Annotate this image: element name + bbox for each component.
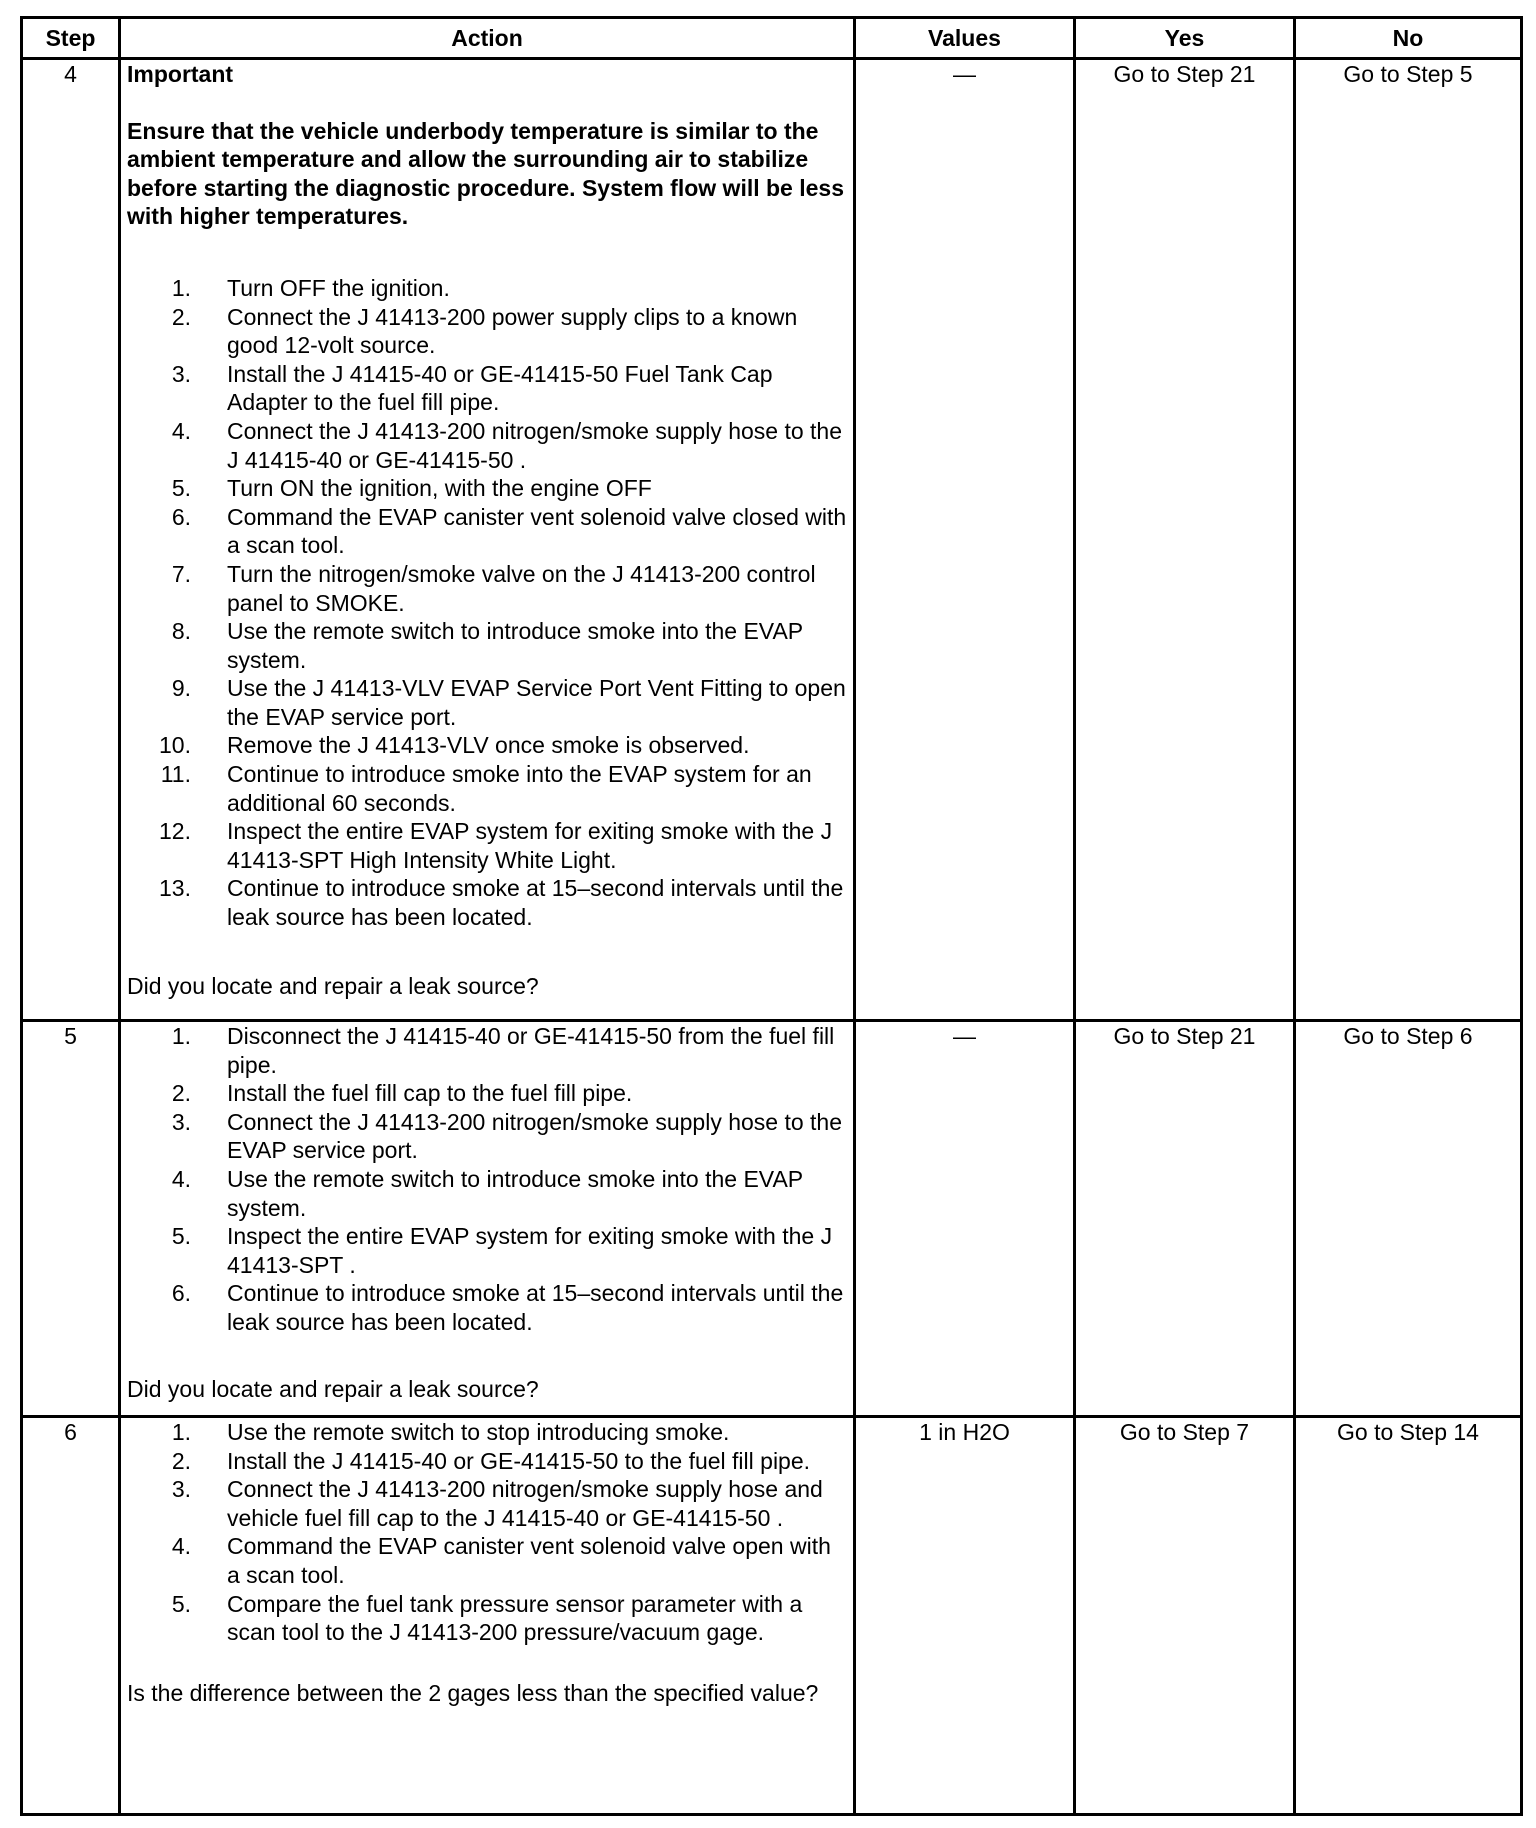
list-item-number: 6. — [171, 503, 191, 530]
list-item — [127, 1590, 847, 1647]
list-item-number: 11. — [160, 761, 191, 788]
list-item-number: 7. — [171, 560, 191, 587]
list-item — [127, 1108, 847, 1165]
question-text: Did you locate and repair a leak source? — [127, 972, 539, 999]
list-item-number: 1. — [171, 274, 191, 301]
list-item-text: Use the J 41413-VLV EVAP Service Port Vent Fitting to open the EVAP service port. — [227, 675, 846, 730]
list-item-text: Disconnect the J 41415-40 or GE-41415-50 from the fuel fill pipe. — [227, 1023, 835, 1078]
question-text: Is the difference between the 2 gages less than the specified value? — [127, 1679, 819, 1706]
list-item-text: Turn ON the ignition, with the engine OFF — [227, 475, 652, 502]
list-item-text: Inspect the entire EVAP system for exiting smoke with the J 41413-SPT . — [227, 1223, 833, 1278]
list-item — [127, 560, 847, 617]
list-item — [127, 874, 847, 931]
list-item-text: Install the fuel fill cap to the fuel fill pipe. — [227, 1080, 633, 1107]
list-item-number: 5. — [171, 1590, 191, 1617]
list-item-text: Connect the J 41413-200 nitrogen/smoke supply hose to the J 41415-40 or GE-41415-50 . — [227, 417, 843, 473]
list-item-text: Continue to introduce smoke into the EVAP system for an additional 60 seconds. — [227, 761, 812, 816]
diagnostic-table — [20, 16, 1523, 1816]
list-item-number: 1. — [171, 1419, 191, 1445]
list-item-text: Use the remote switch to introduce smoke into the EVAP system. — [227, 618, 803, 673]
step-list — [127, 1418, 847, 1647]
list-item-number: 3. — [171, 1108, 191, 1135]
list-item-number: 2. — [171, 303, 191, 330]
list-item — [127, 1022, 847, 1079]
list-item-number: 12. — [159, 818, 191, 845]
list-item-number: 10. — [159, 732, 191, 759]
list-item — [127, 1475, 847, 1532]
list-item — [127, 1165, 847, 1222]
list-item-number: 13. — [159, 875, 191, 902]
list-item-text: Turn the nitrogen/smoke valve on the J 41413-200 control panel to SMOKE. — [227, 560, 816, 616]
list-item-text: Compare the fuel tank pressure sensor parameter with a scan tool to the J 41413-200 pressure/vacuum gage. — [227, 1590, 803, 1646]
list-item-text: Use the remote switch to introduce smoke into the EVAP system. — [227, 1165, 803, 1221]
list-item-number: 4. — [171, 1533, 191, 1560]
list-item-text: Turn OFF the ignition. — [227, 274, 450, 301]
important-text: Ensure that the vehicle underbody temperature is similar to the ambient temperature and allow the surrounding air to stabilize before starting the diagnostic procedure. System flow will be less with higher temperatures. — [127, 117, 844, 230]
no-result: Go to Step 6 — [1295, 1021, 1522, 1417]
list-item-number: 2. — [171, 1447, 191, 1474]
header-step: Step — [22, 18, 120, 59]
step-number: 5 — [22, 1021, 120, 1417]
header-action: Action — [120, 18, 855, 59]
list-item-number: 5. — [171, 1223, 191, 1250]
list-item-text: Remove the J 41413-VLV once smoke is observed. — [227, 732, 750, 759]
list-item — [127, 417, 847, 474]
table-row — [22, 59, 1522, 1021]
value-cell: — — [855, 59, 1075, 1021]
list-item — [127, 760, 847, 817]
list-item-number: 1. — [171, 1023, 191, 1049]
step-list — [127, 274, 847, 932]
header-values: Values — [855, 18, 1075, 59]
list-item — [127, 303, 847, 360]
list-item — [127, 360, 847, 417]
list-item-text: Continue to introduce smoke at 15–second intervals until the leak source has been located. — [227, 1280, 844, 1335]
list-item-text: Install the J 41415-40 or GE-41415-50 to the fuel fill pipe. — [227, 1447, 811, 1474]
list-item-text: Inspect the entire EVAP system for exiting smoke with the J 41413-SPT High Intensity White Light. — [227, 818, 833, 873]
list-item — [127, 1532, 847, 1589]
header-no: No — [1295, 18, 1522, 59]
action-cell — [120, 1021, 855, 1417]
question-text: Did you locate and repair a leak source? — [127, 1375, 539, 1402]
yes-result: Go to Step 21 — [1075, 59, 1295, 1021]
value-cell: 1 in H2O — [855, 1417, 1075, 1815]
list-item-text: Continue to introduce smoke at 15–second intervals until the leak source has been located. — [227, 875, 844, 931]
list-item-number: 6. — [171, 1280, 191, 1307]
list-item-text: Command the EVAP canister vent solenoid valve closed with a scan tool. — [227, 503, 847, 559]
list-item-number: 2. — [171, 1080, 191, 1107]
value-cell: — — [855, 1021, 1075, 1417]
yes-result: Go to Step 7 — [1075, 1417, 1295, 1815]
list-item — [127, 474, 847, 503]
list-item-number: 3. — [171, 1476, 191, 1503]
list-item-text: Install the J 41415-40 or GE-41415-50 Fuel Tank Cap Adapter to the fuel fill pipe. — [227, 360, 773, 416]
step-list — [127, 1022, 847, 1337]
list-item — [127, 1079, 847, 1108]
no-result: Go to Step 14 — [1295, 1417, 1522, 1815]
list-item — [127, 617, 847, 674]
important-title: Important — [127, 61, 234, 87]
list-item — [127, 817, 847, 874]
list-item — [127, 1222, 847, 1279]
list-item-text: Command the EVAP canister vent solenoid valve open with a scan tool. — [227, 1533, 831, 1588]
no-result: Go to Step 5 — [1295, 59, 1522, 1021]
list-item — [127, 1418, 847, 1447]
list-item-number: 4. — [171, 417, 191, 444]
step-number: 6 — [22, 1417, 120, 1815]
table-row — [22, 1417, 1522, 1815]
list-item-number: 9. — [171, 675, 191, 702]
list-item-number: 8. — [171, 618, 191, 645]
action-cell — [120, 1417, 855, 1815]
list-item — [127, 274, 847, 303]
list-item-text: Connect the J 41413-200 power supply clips to a known good 12-volt source. — [227, 303, 798, 359]
yes-result: Go to Step 21 — [1075, 1021, 1295, 1417]
list-item-number: 5. — [171, 475, 191, 502]
list-item-text: Connect the J 41413-200 nitrogen/smoke supply hose and vehicle fuel fill cap to the J 41415-40 or GE-41415-50 . — [227, 1476, 823, 1531]
list-item — [127, 731, 847, 760]
list-item-number: 3. — [171, 360, 191, 387]
list-item-text: Use the remote switch to stop introducing smoke. — [227, 1419, 730, 1445]
list-item-number: 4. — [171, 1165, 191, 1192]
list-item-text: Connect the J 41413-200 nitrogen/smoke supply hose to the EVAP service port. — [227, 1108, 843, 1164]
list-item — [127, 1447, 847, 1476]
list-item — [127, 1279, 847, 1336]
list-item — [127, 503, 847, 560]
step-number: 4 — [22, 59, 120, 1021]
header-row — [22, 18, 1522, 59]
list-item — [127, 674, 847, 731]
action-cell — [120, 59, 855, 1021]
header-yes: Yes — [1075, 18, 1295, 59]
table-row — [22, 1021, 1522, 1417]
